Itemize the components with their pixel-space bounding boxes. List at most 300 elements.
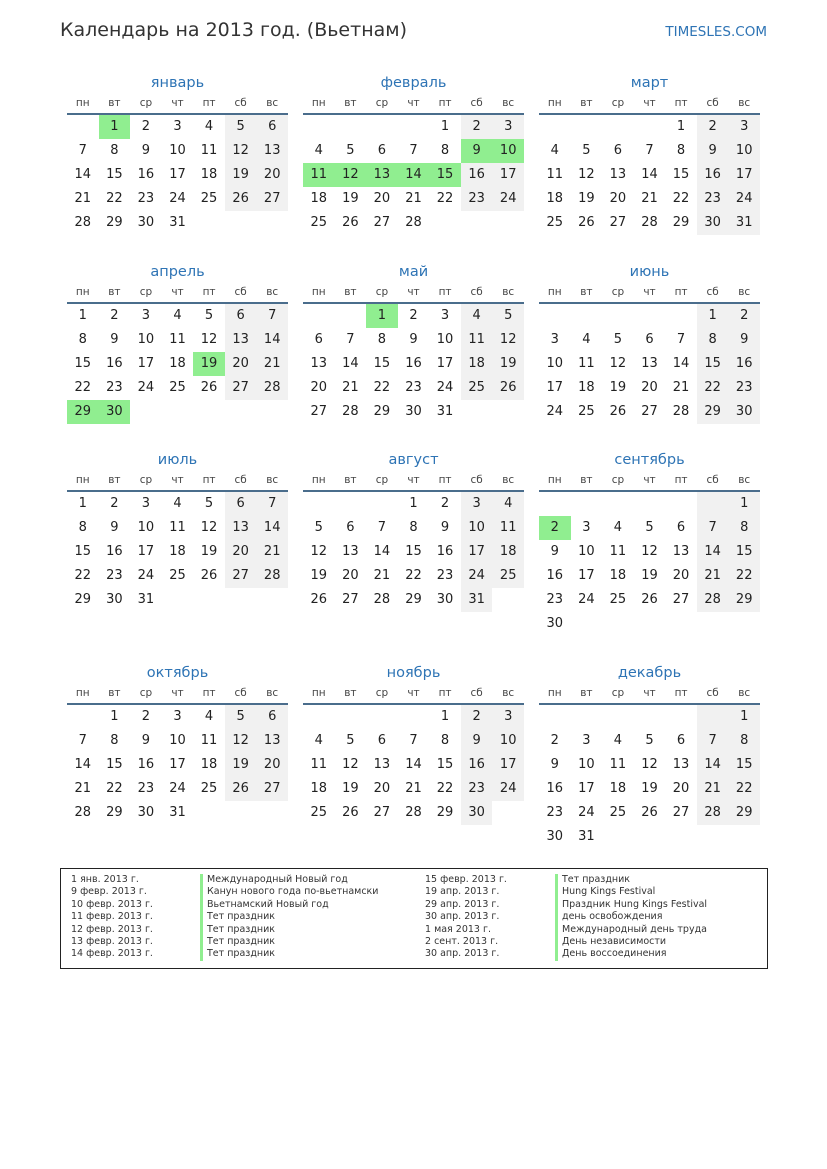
day-cell: 6 (225, 304, 257, 328)
weekday-label: ср (375, 687, 389, 699)
day-cell: 12 (342, 757, 359, 772)
weekday-label: пт (202, 474, 216, 486)
day-cell: 8 (728, 516, 760, 540)
empty-day-cell (398, 705, 430, 729)
empty-day-cell (539, 115, 571, 139)
day-cell: 16 (546, 568, 564, 583)
day-cell: 7 (256, 304, 288, 328)
day-grid (67, 705, 288, 825)
day-cell: 17 (578, 568, 595, 583)
day-cell: 17 (436, 356, 454, 371)
day-cell: 28 (373, 592, 391, 607)
day-cell: 24 (137, 380, 155, 395)
day-cell: 3 (582, 733, 591, 748)
day-cell: 18 (200, 757, 218, 772)
day-cell: 26 (225, 777, 257, 801)
day-cell: 9 (141, 733, 151, 748)
empty-day-cell (634, 705, 666, 729)
weekday-label: чт (407, 97, 420, 109)
day-cell: 18 (169, 356, 186, 371)
empty-day-cell (571, 705, 603, 729)
weekday-label: пн (75, 97, 90, 109)
day-cell: 28 (256, 564, 288, 588)
day-cell: 30 (546, 616, 564, 631)
day-cell: 31 (169, 805, 186, 820)
day-cell: 16 (436, 544, 454, 559)
day-cell: 17 (492, 163, 524, 187)
weekday-label: ср (139, 474, 153, 486)
day-cell: 19 (492, 352, 524, 376)
day-cell: 21 (74, 191, 92, 206)
empty-day-cell (697, 705, 729, 729)
brand-link[interactable]: TIMESLES.COM (665, 24, 767, 40)
day-cell: 30 (436, 592, 454, 607)
holiday-day-cell: 11 (303, 163, 335, 187)
day-cell: 27 (373, 215, 391, 230)
day-cell: 23 (461, 777, 493, 801)
day-cell: 11 (169, 332, 186, 347)
day-cell: 9 (550, 544, 559, 559)
weekday-label: вс (502, 474, 515, 486)
holiday-day-cell: 29 (67, 400, 99, 424)
legend-holiday-name: Праздник Hung Kings Festival (555, 899, 707, 911)
weekday-label: вс (502, 286, 515, 298)
day-cell: 29 (74, 592, 92, 607)
day-cell: 15 (405, 544, 422, 559)
day-cell: 26 (578, 215, 595, 230)
day-cell: 29 (405, 592, 422, 607)
weekday-label: сб (706, 474, 719, 486)
empty-day-cell (461, 211, 493, 235)
day-cell: 9 (697, 139, 729, 163)
day-cell: 21 (342, 380, 359, 395)
month-name: август (388, 452, 439, 468)
day-cell: 28 (74, 215, 92, 230)
weekday-label: ср (375, 474, 389, 486)
day-cell: 22 (74, 568, 92, 583)
day-cell: 1 (440, 709, 450, 724)
weekday-label: пн (547, 474, 562, 486)
holiday-day-cell: 19 (193, 352, 225, 376)
day-cell: 13 (225, 516, 257, 540)
weekday-label: чт (407, 687, 420, 699)
day-cell: 14 (256, 516, 288, 540)
empty-day-cell (539, 492, 571, 516)
day-cell: 24 (169, 191, 186, 206)
day-cell: 29 (106, 805, 123, 820)
month-block (303, 450, 524, 612)
day-cell: 12 (578, 167, 595, 182)
day-cell: 26 (310, 592, 328, 607)
day-cell: 17 (728, 163, 760, 187)
day-cell: 30 (106, 592, 123, 607)
weekday-label: чт (407, 474, 420, 486)
day-cell: 19 (342, 191, 359, 206)
day-cell: 11 (609, 757, 627, 772)
day-cell: 3 (492, 115, 524, 139)
weekday-label: пт (438, 286, 452, 298)
month-name: март (630, 75, 669, 91)
day-cell: 27 (641, 404, 658, 419)
weekday-label: пт (674, 474, 688, 486)
weekday-label: чт (171, 97, 184, 109)
empty-day-cell (634, 115, 666, 139)
day-cell: 1 (728, 705, 760, 729)
empty-day-cell (571, 492, 603, 516)
weekday-header (67, 93, 288, 115)
day-grid (539, 115, 760, 235)
day-cell: 11 (200, 143, 218, 158)
empty-day-cell (602, 705, 634, 729)
day-cell: 13 (373, 757, 391, 772)
day-cell: 18 (461, 352, 493, 376)
day-cell: 15 (106, 167, 123, 182)
day-cell: 16 (137, 757, 155, 772)
weekday-label: вт (580, 286, 593, 298)
day-cell: 14 (74, 167, 92, 182)
day-cell: 9 (141, 143, 151, 158)
weekday-label: вс (738, 286, 751, 298)
weekday-header (67, 683, 288, 705)
day-cell: 5 (225, 705, 257, 729)
empty-day-cell (193, 801, 225, 825)
weekday-label: сб (234, 97, 247, 109)
empty-day-cell (225, 801, 257, 825)
day-cell: 2 (110, 496, 119, 511)
day-cell: 3 (173, 119, 182, 134)
day-cell: 16 (461, 163, 493, 187)
day-cell: 9 (110, 520, 119, 535)
weekday-label: пт (202, 97, 216, 109)
month-block (303, 663, 524, 825)
day-cell: 2 (440, 496, 450, 511)
day-cell: 22 (106, 781, 123, 796)
empty-day-cell (461, 400, 493, 424)
day-cell: 25 (310, 805, 328, 820)
day-cell: 27 (373, 805, 391, 820)
empty-day-cell (539, 304, 571, 328)
day-cell: 12 (225, 729, 257, 753)
weekday-label: вс (502, 687, 515, 699)
day-cell: 10 (492, 729, 524, 753)
day-cell: 16 (546, 781, 564, 796)
empty-day-cell (728, 825, 760, 849)
month-name: сентябрь (614, 452, 685, 468)
day-cell: 6 (314, 332, 323, 347)
day-cell: 17 (169, 167, 186, 182)
weekday-label: пт (438, 97, 452, 109)
weekday-header (539, 683, 760, 705)
empty-day-cell (256, 801, 288, 825)
day-cell: 24 (578, 805, 595, 820)
day-cell: 20 (609, 191, 627, 206)
month-block (539, 450, 760, 636)
empty-day-cell (602, 612, 634, 636)
weekday-label: пн (75, 687, 90, 699)
holiday-day-cell: 1 (366, 304, 398, 328)
day-cell: 8 (697, 328, 729, 352)
day-cell: 15 (672, 167, 690, 182)
day-cell: 30 (697, 211, 729, 235)
day-cell: 16 (137, 167, 155, 182)
weekday-header (303, 93, 524, 115)
holiday-day-cell: 12 (335, 163, 367, 187)
day-cell: 30 (137, 215, 155, 230)
day-cell: 4 (613, 520, 623, 535)
day-cell: 5 (204, 496, 214, 511)
day-cell: 19 (200, 544, 218, 559)
day-cell: 7 (697, 729, 729, 753)
day-cell: 15 (74, 356, 92, 371)
day-cell: 8 (110, 143, 119, 158)
weekday-label: вс (266, 286, 279, 298)
day-cell: 24 (546, 404, 564, 419)
weekday-label: пн (311, 286, 326, 298)
empty-day-cell (256, 211, 288, 235)
day-cell: 17 (461, 540, 493, 564)
day-cell: 27 (310, 404, 328, 419)
day-cell: 5 (204, 308, 214, 323)
day-cell: 17 (492, 753, 524, 777)
empty-day-cell (366, 115, 398, 139)
day-cell: 18 (609, 781, 627, 796)
day-cell: 4 (204, 119, 214, 134)
day-cell: 16 (728, 352, 760, 376)
day-cell: 15 (697, 352, 729, 376)
day-cell: 25 (492, 564, 524, 588)
legend-holiday-date: 30 апр. 2013 г. (425, 911, 500, 923)
empty-day-cell (130, 400, 162, 424)
day-cell: 28 (697, 801, 729, 825)
weekday-header (539, 93, 760, 115)
empty-day-cell (303, 492, 335, 516)
month-name: июль (157, 452, 198, 468)
weekday-label: пт (202, 286, 216, 298)
day-cell: 6 (676, 733, 686, 748)
day-cell: 3 (173, 709, 182, 724)
day-cell: 15 (436, 757, 454, 772)
empty-day-cell (602, 304, 634, 328)
weekday-label: пн (311, 474, 326, 486)
day-cell: 24 (578, 592, 595, 607)
day-cell: 7 (78, 143, 87, 158)
day-cell: 20 (342, 568, 359, 583)
day-cell: 27 (672, 805, 690, 820)
day-cell: 20 (225, 352, 257, 376)
weekday-label: пн (311, 687, 326, 699)
empty-day-cell (335, 115, 367, 139)
legend-holiday-name: день освобождения (555, 911, 707, 923)
day-cell: 23 (728, 376, 760, 400)
weekday-label: пн (75, 474, 90, 486)
empty-day-cell (67, 115, 99, 139)
weekday-label: ср (139, 97, 153, 109)
weekday-label: сб (706, 286, 719, 298)
day-cell: 2 (550, 733, 559, 748)
month-block (539, 663, 760, 849)
day-cell: 25 (169, 568, 186, 583)
day-cell: 22 (697, 376, 729, 400)
day-cell: 22 (672, 191, 690, 206)
day-cell: 21 (373, 568, 391, 583)
weekday-header (67, 470, 288, 492)
legend-holiday-date: 1 мая 2013 г. (425, 923, 491, 935)
day-cell: 24 (461, 564, 493, 588)
legend-holiday-date: 29 апр. 2013 г. (425, 898, 500, 910)
weekday-label: чт (407, 286, 420, 298)
empty-day-cell (697, 825, 729, 849)
weekday-label: пт (674, 687, 688, 699)
day-cell: 27 (342, 592, 359, 607)
day-cell: 20 (256, 163, 288, 187)
day-cell: 11 (492, 516, 524, 540)
day-cell: 18 (200, 167, 218, 182)
holiday-day-cell: 1 (99, 115, 131, 139)
weekday-label: пт (674, 97, 688, 109)
day-cell: 29 (728, 801, 760, 825)
day-grid (539, 492, 760, 636)
day-cell: 10 (169, 143, 186, 158)
weekday-label: пт (438, 474, 452, 486)
day-cell: 23 (546, 592, 564, 607)
day-cell: 11 (310, 757, 328, 772)
day-cell: 30 (405, 404, 422, 419)
empty-day-cell (602, 115, 634, 139)
day-cell: 11 (609, 544, 627, 559)
legend-holiday-date: 30 апр. 2013 г. (425, 948, 500, 960)
day-cell: 31 (461, 588, 493, 612)
day-cell: 11 (578, 356, 595, 371)
day-cell: 27 (256, 187, 288, 211)
day-cell: 23 (106, 568, 123, 583)
day-cell: 24 (492, 777, 524, 801)
day-cell: 14 (641, 167, 658, 182)
day-cell: 27 (609, 215, 627, 230)
day-cell: 22 (436, 191, 454, 206)
month-block (539, 262, 760, 424)
day-cell: 31 (578, 829, 595, 844)
month-block (67, 450, 288, 612)
empty-day-cell (602, 492, 634, 516)
day-cell: 30 (546, 829, 564, 844)
day-cell: 23 (461, 187, 493, 211)
legend-holiday-date: 9 февр. 2013 г. (71, 886, 147, 898)
legend-holiday-name: Тет праздник (200, 936, 378, 948)
empty-day-cell (162, 400, 194, 424)
month-name: февраль (380, 75, 447, 91)
legend-holiday-name: День воссоединения (555, 948, 707, 960)
weekday-label: чт (643, 97, 656, 109)
day-cell: 16 (697, 163, 729, 187)
day-cell: 20 (373, 191, 391, 206)
day-cell: 20 (672, 568, 690, 583)
empty-day-cell (665, 492, 697, 516)
weekday-label: ср (611, 687, 625, 699)
weekday-label: сб (470, 97, 483, 109)
day-cell: 13 (256, 139, 288, 163)
day-cell: 13 (225, 328, 257, 352)
weekday-label: вс (266, 97, 279, 109)
weekday-header (67, 282, 288, 304)
holiday-day-cell: 9 (461, 139, 493, 163)
legend-right-names (555, 874, 707, 961)
weekday-label: вт (580, 687, 593, 699)
day-cell: 15 (74, 544, 92, 559)
day-cell: 29 (373, 404, 391, 419)
weekday-label: сб (706, 687, 719, 699)
day-cell: 6 (645, 332, 654, 347)
day-cell: 14 (697, 540, 729, 564)
day-cell: 6 (256, 115, 288, 139)
empty-day-cell (303, 705, 335, 729)
day-cell: 4 (173, 496, 182, 511)
day-grid (539, 304, 760, 424)
day-cell: 4 (314, 143, 323, 158)
day-cell: 9 (409, 332, 418, 347)
weekday-label: вс (738, 97, 751, 109)
empty-day-cell (665, 612, 697, 636)
month-block (303, 262, 524, 424)
weekday-label: пт (202, 687, 216, 699)
weekday-label: вт (344, 97, 357, 109)
day-cell: 2 (141, 119, 151, 134)
empty-day-cell (67, 705, 99, 729)
day-cell: 29 (436, 805, 454, 820)
day-cell: 24 (436, 380, 454, 395)
day-cell: 8 (110, 733, 119, 748)
day-cell: 8 (728, 729, 760, 753)
weekday-label: сб (234, 474, 247, 486)
legend-holiday-date: 14 февр. 2013 г. (71, 948, 153, 960)
day-cell: 17 (137, 356, 155, 371)
weekday-label: ср (375, 97, 389, 109)
day-cell: 19 (310, 568, 328, 583)
day-grid (303, 492, 524, 612)
day-cell: 13 (609, 167, 627, 182)
day-cell: 15 (373, 356, 391, 371)
day-cell: 24 (169, 781, 186, 796)
day-cell: 22 (728, 777, 760, 801)
day-cell: 30 (728, 400, 760, 424)
day-cell: 5 (645, 733, 654, 748)
weekday-label: вс (502, 97, 515, 109)
day-cell: 22 (728, 564, 760, 588)
day-cell: 5 (645, 520, 654, 535)
day-cell: 23 (405, 380, 422, 395)
month-name: январь (150, 75, 205, 91)
day-grid (67, 115, 288, 235)
day-cell: 13 (672, 544, 690, 559)
day-cell: 3 (728, 115, 760, 139)
day-cell: 28 (641, 215, 658, 230)
day-cell: 2 (141, 709, 151, 724)
day-cell: 7 (409, 143, 418, 158)
empty-day-cell (492, 400, 524, 424)
empty-day-cell (225, 588, 257, 612)
empty-day-cell (256, 588, 288, 612)
day-cell: 23 (106, 380, 123, 395)
day-cell: 28 (342, 404, 359, 419)
day-cell: 2 (409, 308, 418, 323)
month-name: декабрь (617, 665, 682, 681)
day-cell: 17 (546, 380, 564, 395)
day-cell: 10 (137, 520, 155, 535)
day-cell: 22 (373, 380, 391, 395)
day-cell: 2 (461, 705, 493, 729)
day-cell: 7 (645, 143, 654, 158)
day-cell: 31 (728, 211, 760, 235)
day-cell: 31 (436, 404, 454, 419)
